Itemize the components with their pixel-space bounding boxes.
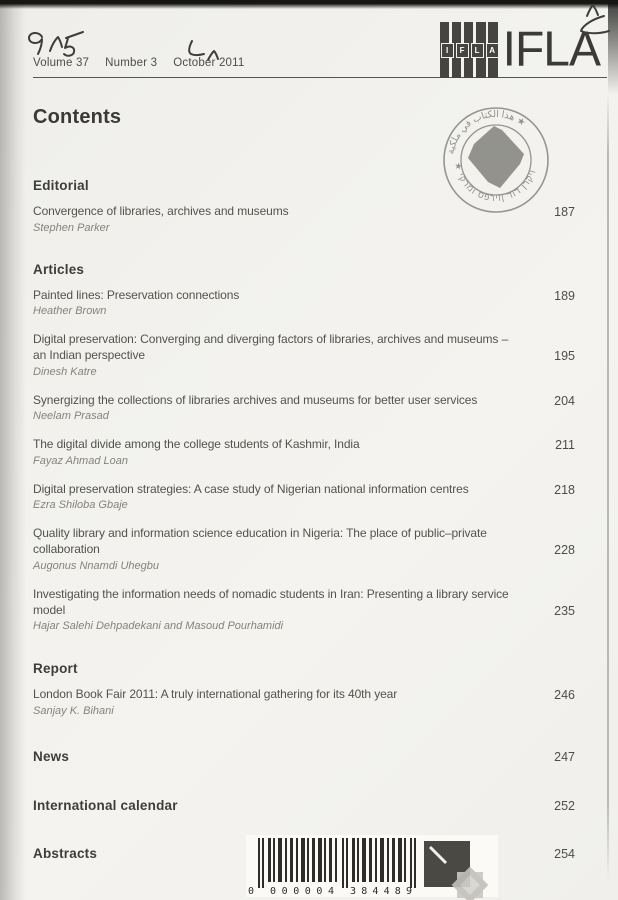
- article-authors: Neelam Prasad: [33, 410, 109, 422]
- toc-item: [33, 525, 575, 573]
- article-title: Investigating the information needs of nomadic students in Iran: Presenting a library service model: [33, 586, 509, 617]
- toc-item: [33, 436, 575, 468]
- barcode-bars: [258, 838, 416, 888]
- article-title: London Book Fair 2011: A truly international gathering for its 40th year: [33, 687, 398, 701]
- barcode-digit-group: 0: [248, 886, 255, 897]
- section-international-calendar: [33, 798, 575, 813]
- section-heading: News: [33, 748, 70, 764]
- section-articles: [33, 262, 575, 634]
- article-authors: Fayaz Ahmad Loan: [33, 454, 128, 467]
- page-title: Contents: [33, 106, 122, 128]
- toc-item: [33, 331, 575, 379]
- article-authors: Stephen Parker: [33, 221, 110, 234]
- article-authors: Heather Brown: [33, 305, 107, 317]
- section-heading: Articles: [33, 261, 85, 277]
- scan-edge-left-shadow: [0, 0, 26, 900]
- stamp-text-bottom: ★ ויקרן דוד ןוירפס ומרקי: [452, 161, 538, 204]
- handwritten-915: [29, 32, 83, 56]
- section-news: [33, 749, 575, 764]
- date-label: October 2011: [173, 57, 245, 69]
- ifla-logo-mark: [440, 22, 498, 78]
- number-label: Number 3: [105, 57, 158, 69]
- page-number: 189: [554, 288, 575, 303]
- article-title: Quality library and information science education in Nigeria: The place of public–private collaboration: [33, 526, 487, 556]
- article-title: Digital preservation strategies: A case study of Nigerian national information centres: [33, 481, 469, 496]
- page-number: 246: [554, 688, 575, 702]
- page-edge-line: [607, 92, 609, 880]
- article-title: Painted lines: Preservation connections: [33, 287, 240, 302]
- toc-item: [33, 392, 575, 424]
- section-heading: Editorial: [33, 178, 89, 193]
- ifla-logo: [440, 22, 600, 78]
- logo-tile: A: [486, 43, 499, 58]
- article-authors: Augonus Nnamdi Uhegbu: [33, 559, 159, 572]
- section-heading: Abstracts: [33, 845, 98, 861]
- page-number: 235: [554, 603, 575, 618]
- stamp-text-top: هذا الكتاب في ملكية ★: [445, 108, 528, 156]
- toc-item: [33, 686, 575, 718]
- section-editorial: [33, 178, 575, 235]
- toc-item: [33, 586, 575, 634]
- section-report: [33, 661, 575, 718]
- page-number: 187: [554, 205, 575, 219]
- page-number: 247: [554, 749, 575, 764]
- logo-tile: F: [456, 43, 469, 58]
- barcode-digit-group: 384489: [350, 886, 412, 897]
- article-authors: Sanjay K. Bihani: [33, 704, 114, 717]
- page-number: 195: [554, 349, 575, 363]
- ifla-wordmark: IFLA: [502, 22, 600, 77]
- page-number: 254: [554, 846, 575, 861]
- section-heading: International calendar: [33, 797, 178, 813]
- scan-edge-right-dark: [608, 0, 618, 95]
- toc-item: [33, 287, 575, 319]
- page-number: 218: [554, 482, 575, 497]
- article-title: The digital divide among the college students of Kashmir, India: [33, 437, 360, 451]
- page-number: 211: [555, 438, 575, 452]
- article-title: Digital preservation: Converging and diverging factors of libraries, archives and museums – an Indian perspective: [33, 332, 509, 362]
- contents-body: [0, 57, 618, 861]
- page-number: 252: [554, 798, 575, 813]
- logo-letter-tiles: [441, 43, 499, 58]
- section-heading: Report: [33, 661, 78, 676]
- article-authors: Hajar Salehi Dehpadekani and Masoud Pourhamidi: [33, 620, 284, 632]
- volume-label: Volume 37: [33, 57, 90, 69]
- article-title: Convergence of libraries, archives and museums: [33, 204, 289, 218]
- toc-item: [33, 203, 575, 235]
- article-authors: Dinesh Katre: [33, 365, 97, 378]
- article-title: Synergizing the collections of libraries archives and museums for better user services: [33, 392, 478, 407]
- barcode-label: [246, 835, 498, 899]
- logo-tile: L: [471, 43, 484, 58]
- barcode-digit-group: 000004: [270, 886, 334, 897]
- scan-edge-top: [0, 0, 618, 9]
- toc-item: [33, 481, 575, 513]
- logo-tile: I: [441, 43, 454, 58]
- page-number: 204: [554, 393, 575, 408]
- article-authors: Ezra Shiloba Gbaje: [33, 499, 128, 511]
- page-number: 228: [554, 543, 575, 557]
